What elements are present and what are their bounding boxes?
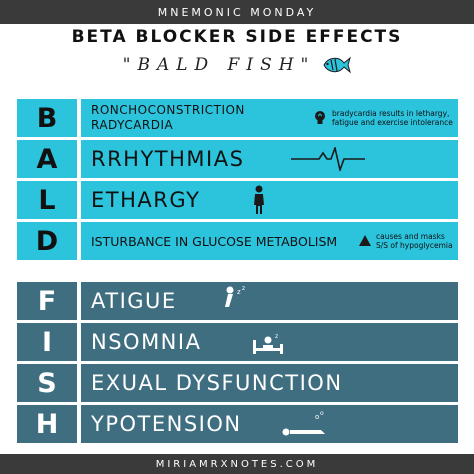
bradycardia-note: bradycardia results in lethargy, fatigue and exercise intolerance: [332, 109, 453, 127]
header-bar: [0, 0, 474, 24]
row-l: [17, 181, 458, 219]
bar-s: [81, 364, 458, 402]
letter-i: I: [17, 323, 77, 361]
bar-a: [81, 140, 458, 178]
lightbulb-icon: [314, 110, 326, 126]
warning-icon: [359, 235, 371, 246]
hypotension-text: YPOTENSION: [91, 412, 242, 436]
bar-i: [81, 323, 458, 361]
mnemonic-text: "BALD FISH": [122, 55, 316, 75]
row-a: [17, 140, 458, 178]
row-d: [17, 222, 458, 260]
footer-bar: [0, 454, 474, 474]
svg-text:o: o: [315, 413, 320, 421]
bar-d: [81, 222, 458, 260]
tired-person-icon: [251, 185, 267, 215]
svg-text:z: z: [275, 333, 279, 340]
lethargy-text: ETHARGY: [91, 188, 201, 212]
letter-d: D: [17, 222, 77, 260]
page-title: BETA BLOCKER SIDE EFFECTS: [71, 27, 403, 47]
letter-l: L: [17, 181, 77, 219]
row-s: [17, 364, 458, 402]
fatigue-icon: [221, 285, 251, 309]
row-h: [17, 405, 458, 443]
bar-b: [81, 99, 458, 137]
svg-text:z: z: [242, 285, 246, 292]
glucose-disturbance-text: ISTURBANCE IN GLUCOSE METABOLISM: [91, 233, 338, 249]
mnemonic-subtitle: [0, 50, 474, 80]
letter-a: A: [17, 140, 77, 178]
letter-h: H: [17, 405, 77, 443]
website-label: MIRIAMRXNOTES.COM: [155, 458, 319, 470]
letter-b: B: [17, 99, 77, 137]
insomnia-text: NSOMNIA: [91, 330, 202, 354]
bronchoconstriction-text: RONCHOCONSTRICTION: [91, 103, 245, 117]
svg-text:o: o: [320, 410, 324, 417]
fatigue-text: ATIGUE: [91, 289, 177, 313]
hypoglycemia-note: causes and masks S/S of hypoglycemia: [376, 232, 453, 250]
bar-l: [81, 181, 458, 219]
series-label: MNEMONIC MONDAY: [157, 5, 317, 19]
fish-icon: [321, 54, 351, 76]
svg-text:z: z: [237, 288, 241, 296]
letter-s: S: [17, 364, 77, 402]
bar-h: [81, 405, 458, 443]
letter-f: F: [17, 282, 77, 320]
bar-f: [81, 282, 458, 320]
insomnia-icon: [251, 330, 285, 356]
row-b: [17, 99, 458, 137]
bronchoconstriction-bradycardia-text: [91, 103, 245, 133]
heartbeat-icon: [291, 147, 365, 171]
row-f: [17, 282, 458, 320]
arrhythmias-text: RRHYTHMIAS: [91, 147, 245, 171]
fainting-icon: [281, 409, 331, 439]
bradycardia-text: RADYCARDIA: [91, 118, 174, 132]
row-i: [17, 323, 458, 361]
sexual-dysfunction-text: EXUAL DYSFUNCTION: [91, 371, 343, 395]
